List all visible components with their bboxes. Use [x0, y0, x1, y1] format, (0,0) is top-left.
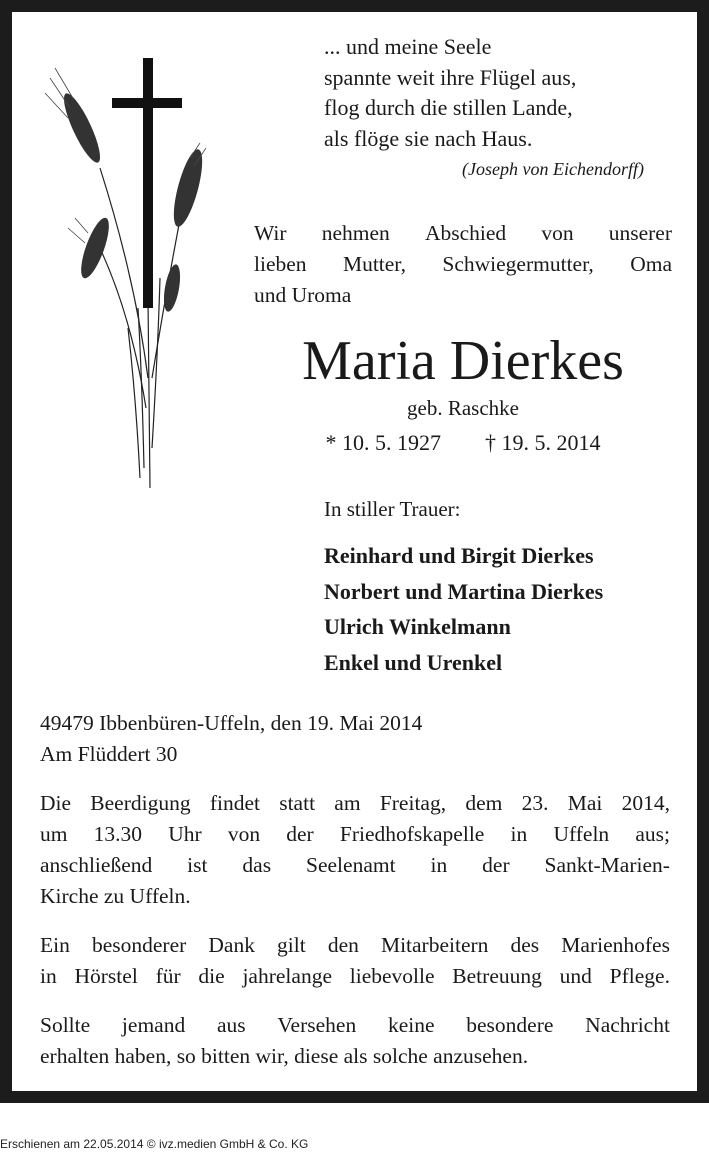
funeral-line — [40, 788, 670, 819]
word: am — [334, 791, 361, 815]
word: von — [227, 822, 261, 846]
word: Hörstel — [74, 964, 138, 988]
word: Nachricht — [585, 1013, 670, 1037]
word: ist — [187, 853, 208, 877]
poem-author: (Joseph von Eichendorff) — [462, 159, 644, 179]
word: jahrelange — [242, 964, 332, 988]
farewell-line — [254, 218, 672, 249]
deceased-name: Maria Dierkes — [302, 330, 624, 392]
notice-line: erhalten haben, so bitten wir, diese als solche anzusehen. — [40, 1044, 529, 1068]
poem-line: spannte weit ihre Flügel aus, — [324, 64, 577, 90]
word: des — [510, 933, 540, 957]
word: Wir — [254, 221, 287, 245]
funeral-line: Kirche zu Uffeln. — [40, 884, 191, 908]
word: nehmen — [321, 221, 390, 245]
word: Friedhofskapelle — [339, 822, 485, 846]
word: Pflege. — [609, 964, 670, 988]
mourner: Reinhard und Birgit Dierkes — [324, 543, 594, 568]
publication-footer: Erschienen am 22.05.2014 © ivz.medien GmbH & Co. KG — [0, 1137, 309, 1151]
notice-line — [40, 1010, 670, 1041]
word: besonderer — [91, 933, 187, 957]
word: findet — [209, 791, 260, 815]
farewell-line — [254, 249, 672, 280]
word: Mai — [567, 791, 603, 815]
word: keine — [387, 1013, 435, 1037]
word: die — [198, 964, 225, 988]
word: besondere — [466, 1013, 554, 1037]
word: der — [286, 822, 314, 846]
cross-with-wheat-icon — [40, 48, 210, 488]
mourners-list — [324, 538, 603, 680]
word: dem — [465, 791, 503, 815]
word: Ein — [40, 933, 70, 957]
birth-date: * 10. 5. 1927 — [325, 430, 441, 455]
thanks-line — [40, 930, 670, 961]
word: um — [40, 822, 68, 846]
word: jemand — [121, 1013, 186, 1037]
word: Betreuung — [452, 964, 542, 988]
mourner: Norbert und Martina Dierkes — [324, 578, 604, 604]
word: Oma — [630, 252, 672, 276]
word: aus — [216, 1013, 246, 1037]
word: Abschied — [424, 221, 507, 245]
word: den — [327, 933, 359, 957]
life-dates — [254, 428, 672, 458]
address-line: 49479 Ibbenbüren-Uffeln, den 19. Mai 2014 — [40, 711, 423, 735]
word: Versehen — [277, 1013, 357, 1037]
word: 13.30 — [93, 822, 143, 846]
poem-line: flog durch die stillen Lande, — [324, 95, 573, 120]
word: anschließend — [40, 853, 153, 877]
word: Dank — [208, 933, 255, 957]
word: Schwiegermutter, — [442, 252, 594, 276]
poem-line: ... und meine Seele — [324, 34, 492, 59]
mourning-heading: In stiller Trauer: — [324, 497, 461, 521]
word: Sankt-Marien- — [544, 853, 670, 877]
word: Mitarbeitern — [380, 933, 489, 957]
word: von — [541, 221, 574, 245]
farewell-line: und Uroma — [254, 283, 352, 307]
details — [40, 708, 670, 1072]
word: Uffeln — [553, 822, 610, 846]
word: Marienhofes — [561, 933, 670, 957]
birth-name: geb. Raschke — [407, 396, 519, 420]
word: lieben — [254, 252, 307, 276]
word: gilt — [277, 933, 306, 957]
word: das — [242, 853, 272, 877]
word: 23. — [521, 791, 549, 815]
word: Die — [40, 791, 72, 815]
funeral-line — [40, 819, 670, 850]
word: und — [559, 964, 592, 988]
word: aus; — [635, 822, 670, 846]
word: unserer — [608, 221, 672, 245]
word: in — [40, 964, 57, 988]
word: Mutter, — [342, 252, 406, 276]
word: für — [155, 964, 181, 988]
word: Beerdigung — [90, 791, 191, 815]
farewell-text — [254, 218, 672, 311]
poem-line: als flöge sie nach Haus. — [324, 125, 533, 151]
word: Uhr — [168, 822, 202, 846]
mourner: Enkel und Urenkel — [324, 649, 503, 675]
word: liebevolle — [349, 964, 435, 988]
word: in — [510, 822, 528, 846]
thanks-line — [40, 961, 670, 992]
word: Freitag, — [379, 791, 447, 815]
word: statt — [279, 791, 316, 815]
word: der — [482, 853, 510, 877]
mourner: Ulrich Winkelmann — [324, 614, 511, 639]
word: Seelenamt — [306, 853, 396, 877]
word: in — [430, 853, 448, 877]
poem — [324, 32, 644, 182]
word: Sollte — [40, 1013, 91, 1037]
death-date: † 19. 5. 2014 — [485, 430, 601, 455]
funeral-line — [40, 850, 670, 881]
address-line: Am Flüddert 30 — [40, 742, 178, 766]
word: 2014, — [621, 791, 670, 815]
